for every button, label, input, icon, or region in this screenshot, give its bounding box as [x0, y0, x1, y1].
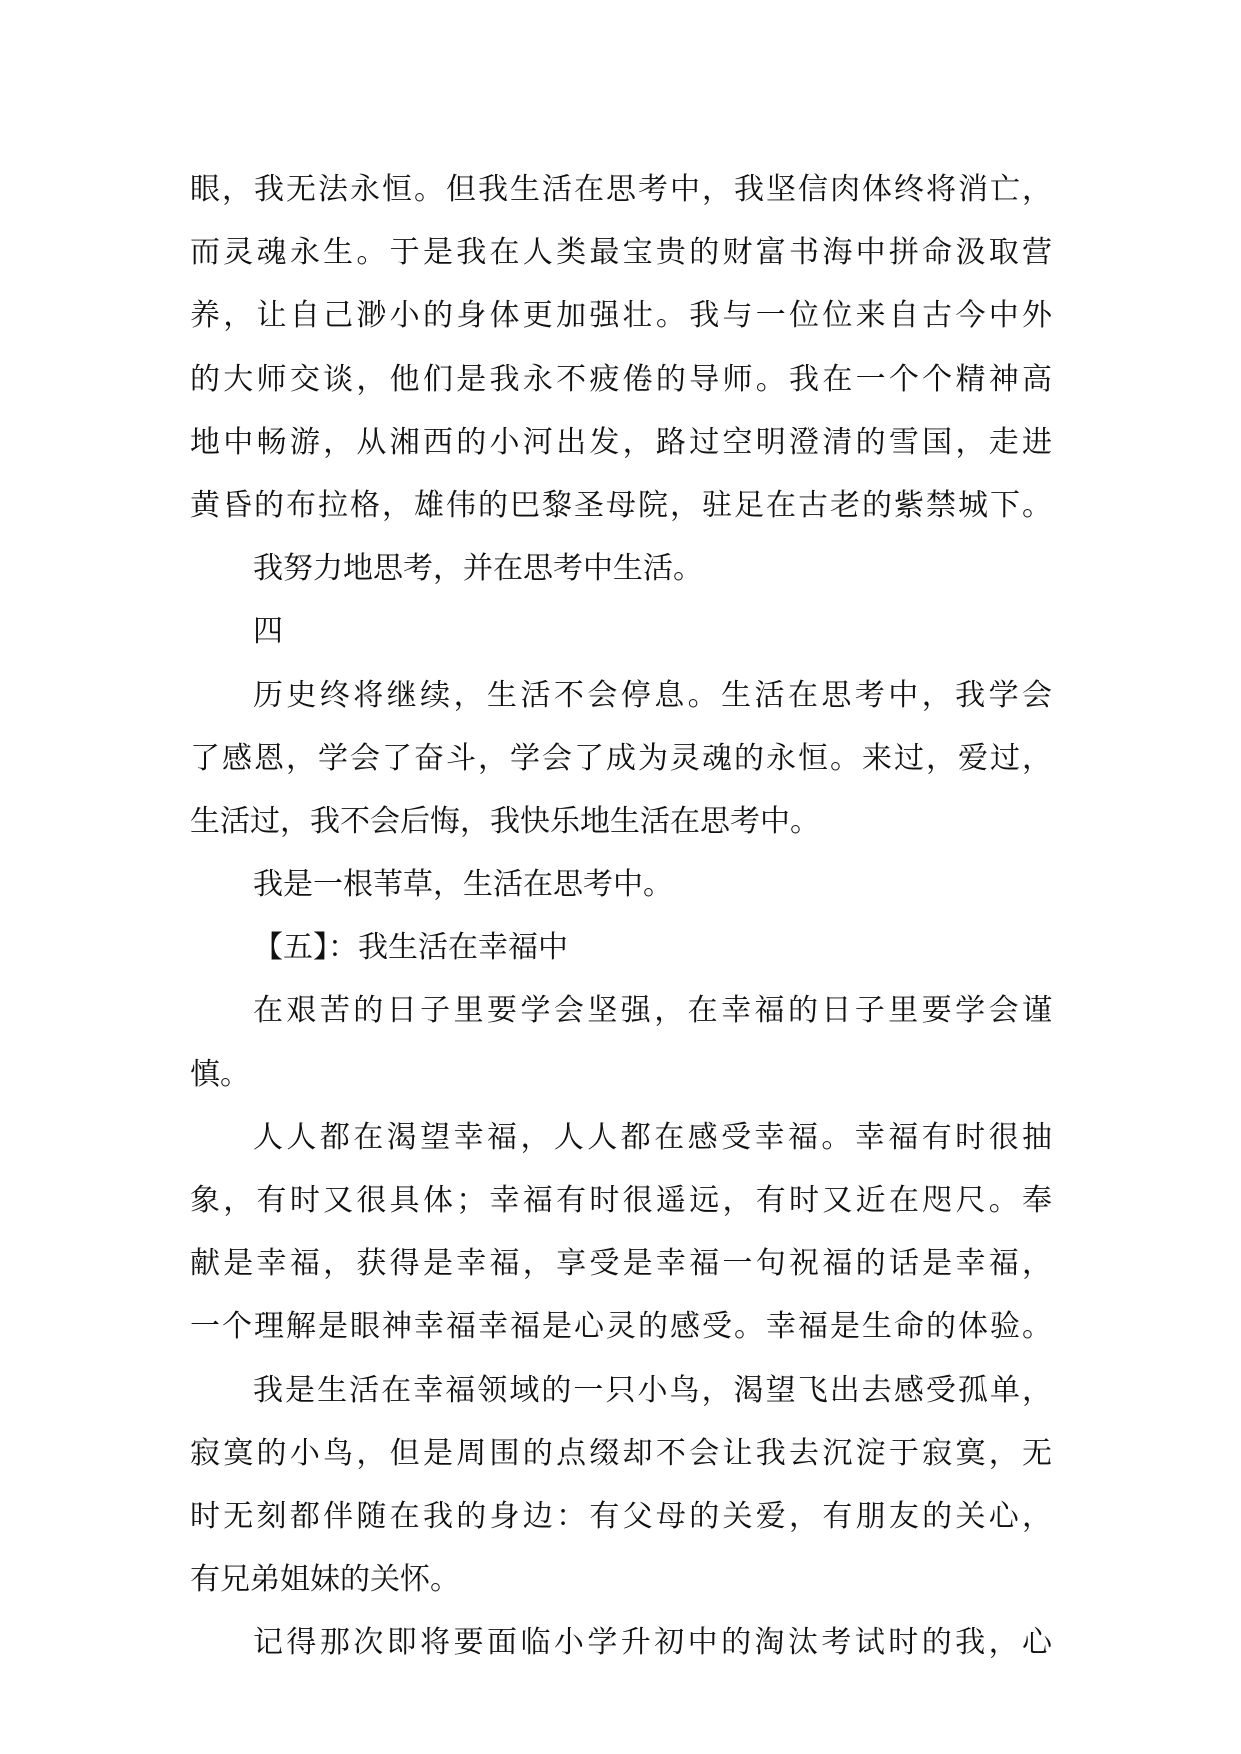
text-line: 【五】：我生活在幸福中 — [253, 930, 568, 966]
text-line: 在艰苦的日子里要学会坚强，在幸福的日子里要学会谨 — [253, 993, 1052, 1029]
text-line: 历史终将继续，生活不会停息。生活在思考中，我学会 — [253, 677, 1052, 713]
text-line: 生活过，我不会后悔，我快乐地生活在思考中。 — [190, 803, 820, 839]
text-line: 记得那次即将要面临小学升初中的淘汰考试时的我，心 — [253, 1625, 1052, 1661]
text-line: 而灵魂永生。于是我在人类最宝贵的财富书海中拼命汲取营 — [190, 235, 1052, 271]
text-line: 一个理解是眼神幸福幸福是心灵的感受。幸福是生命的体验。 — [190, 1309, 1052, 1345]
text-line: 眼，我无法永恒。但我生活在思考中，我坚信肉体终将消亡， — [190, 172, 1052, 207]
text-line: 地中畅游，从湘西的小河出发，路过空明澄清的雪国，走进 — [190, 424, 1052, 460]
text-line: 人人都在渴望幸福，人人都在感受幸福。幸福有时很抽 — [253, 1119, 1052, 1155]
text-line: 有兄弟姐妹的关怀。 — [190, 1562, 460, 1598]
text-line: 的大师交谈，他们是我永不疲倦的导师。我在一个个精神高 — [190, 361, 1052, 397]
text-line: 时无刻都伴随在我的身边：有父母的关爱，有朋友的关心， — [190, 1498, 1052, 1534]
text-line: 寂寞的小鸟，但是周围的点缀却不会让我去沉淀于寂寞，无 — [190, 1435, 1052, 1471]
text-line: 了感恩，学会了奋斗，学会了成为灵魂的永恒。来过，爱过， — [190, 740, 1052, 776]
text-line: 我是一根苇草，生活在思考中。 — [253, 867, 673, 903]
text-line: 我努力地思考，并在思考中生活。 — [253, 551, 703, 587]
text-line: 慎。 — [190, 1056, 250, 1092]
text-line: 黄昏的布拉格，雄伟的巴黎圣母院，驻足在古老的紫禁城下。 — [190, 487, 1052, 523]
text-line: 象，有时又很具体；幸福有时很遥远，有时又近在咫尺。奉 — [190, 1183, 1052, 1218]
text-line: 养，让自己渺小的身体更加强壮。我与一位位来自古今中外 — [190, 298, 1052, 334]
text-line: 献是幸福，获得是幸福，享受是幸福一句祝福的话是幸福， — [190, 1246, 1052, 1282]
text-line: 我是生活在幸福领域的一只小鸟，渴望飞出去感受孤单， — [253, 1372, 1052, 1408]
text-line: 四 — [253, 614, 283, 650]
document-body — [190, 158, 1052, 1675]
